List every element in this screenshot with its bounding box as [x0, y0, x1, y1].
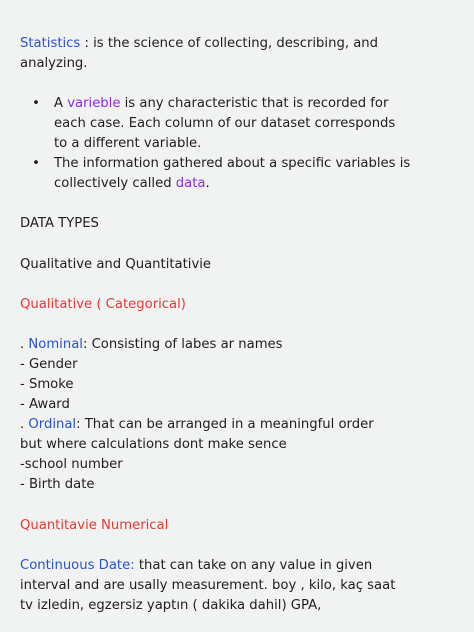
intro-line-2: analyzing.	[20, 56, 88, 71]
bullet-2-line-2	[54, 174, 464, 194]
term-ordinal: Ordinal	[28, 417, 77, 432]
continuous-section	[20, 556, 458, 616]
nominal-example: - Award	[20, 397, 70, 412]
bullet-1-post: is any characteristic that is recorded for	[120, 96, 389, 111]
bullet-1-line-3: to a different variable.	[54, 136, 202, 151]
ordinal-line	[20, 415, 458, 435]
term-variable: varieble	[67, 96, 121, 111]
nominal-example: - Gender	[20, 357, 78, 372]
bullet-1-pre: A	[54, 96, 68, 111]
ordinal-example: - Birth date	[20, 477, 95, 492]
continuous-line-2: interval and are usally measurement. boy , kilo, kaç saat	[20, 578, 396, 593]
heading-qualitative: Qualitative ( Categorical)	[20, 297, 186, 312]
bullet-2-pre: collectively called	[54, 176, 176, 191]
heading-qual-quant: Qualitative and Quantitativie	[20, 257, 212, 272]
intro-line-1	[20, 34, 458, 54]
bullet-list	[20, 94, 464, 194]
term-statistics: Statistics	[20, 36, 81, 51]
nominal-desc: : Consisting of labes ar names	[82, 337, 283, 352]
term-data: data	[175, 176, 206, 191]
heading-data-types: DATA TYPES	[20, 216, 99, 231]
continuous-desc: that can take on any value in given	[134, 558, 373, 573]
intro-paragraph	[20, 34, 458, 74]
categorical-section	[20, 335, 458, 495]
intro-definition: : is the science of collecting, describing, and	[80, 36, 379, 51]
bullet-1-line-1	[54, 94, 464, 114]
continuous-line-3: tv izledin, egzersiz yaptın ( dakika dahil) GPA,	[20, 598, 322, 613]
bullet-item-variable	[20, 94, 464, 154]
bullet-2-post: .	[205, 176, 210, 191]
continuous-line-1	[20, 556, 458, 576]
bullet-dot-icon: •	[32, 96, 40, 111]
ordinal-prefix: .	[20, 417, 29, 432]
bullet-1-line-2: each case. Each column of our dataset corresponds	[54, 116, 396, 131]
heading-quantitative: Quantitavie Numerical	[20, 518, 169, 533]
bullet-2-line-1: The information gathered about a specific variables is	[54, 156, 411, 171]
term-continuous: Continuous Date:	[20, 558, 135, 573]
bullet-dot-icon: •	[32, 156, 40, 171]
bullet-item-data	[20, 154, 464, 194]
nominal-prefix: .	[20, 337, 29, 352]
ordinal-example: -school number	[20, 457, 123, 472]
nominal-line	[20, 335, 458, 355]
nominal-example: - Smoke	[20, 377, 74, 392]
term-nominal: Nominal	[28, 337, 83, 352]
ordinal-line-2: but where calculations dont make sence	[20, 437, 287, 452]
ordinal-desc: : That can be arranged in a meaningful order	[76, 417, 374, 432]
